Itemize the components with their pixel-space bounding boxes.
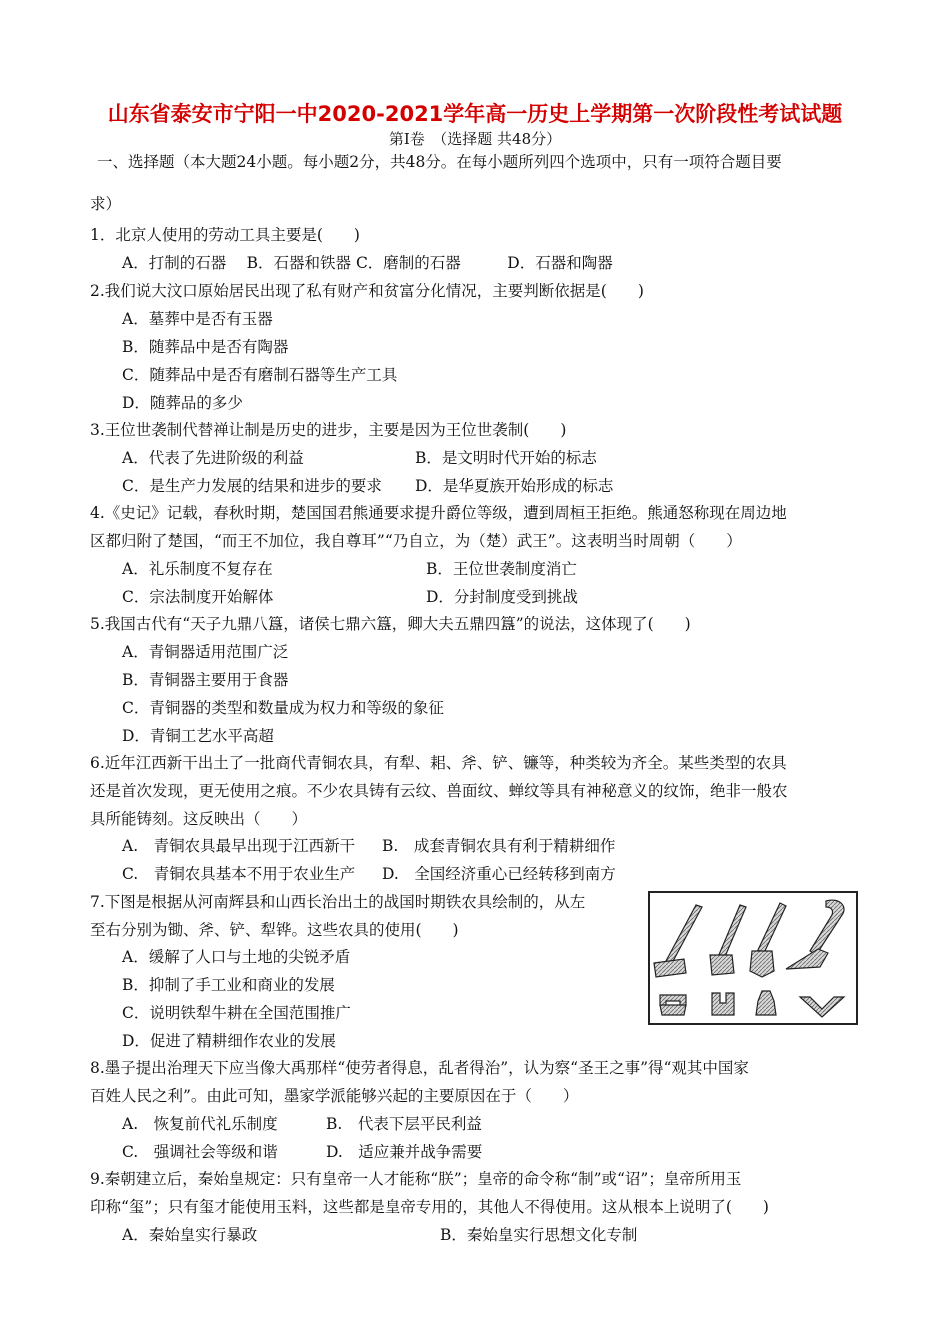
- shovel-blade-icon: [756, 991, 776, 1015]
- question-7-option-c: C．说明铁犁牛耕在全国范围推广: [122, 1004, 351, 1022]
- question-4-stem-cont: 区都归附了楚国，“而王不加位，我自尊耳”“乃自立，为（楚）武王”。这表明当时周朝（ ）: [90, 532, 742, 550]
- question-1-options: A．打制的石器 B．石器和铁器 C．磨制的石器 D．石器和陶器: [122, 254, 613, 272]
- question-2-stem: 2.我们说大汶口原始居民出现了私有财产和贫富分化情况，主要判断依据是( ): [90, 282, 644, 300]
- question-8-stem-cont: 百姓人民之利”。由此可知，墨家学派能够兴起的主要原因在于（ ）: [90, 1087, 579, 1105]
- axe-icon: [710, 905, 746, 975]
- hoe-icon: [654, 905, 702, 977]
- question-2-option-c: C．随葬品中是否有磨制石器等生产工具: [122, 366, 398, 384]
- question-7-stem-cont: 至右分别为锄、斧、铲、犁铧。这些农具的使用( ): [90, 921, 459, 939]
- question-3-option-a: A．代表了先进阶级的利益: [122, 449, 304, 467]
- question-6-option-a: A. 青铜农具最早出现于江西新干: [122, 837, 356, 855]
- question-8-option-d: D. 适应兼并战争需要: [326, 1143, 483, 1161]
- page-title: 山东省泰安市宁阳一中2020-2021学年高一历史上学期第一次阶段性考试试题: [107, 102, 843, 126]
- question-3-option-c: C．是生产力发展的结果和进步的要求: [122, 477, 382, 495]
- question-2-option-b: B．随葬品中是否有陶器: [122, 338, 289, 356]
- ploughshare-blade-icon: [800, 997, 844, 1017]
- shovel-icon: [750, 903, 786, 977]
- hoe-blade-icon: [660, 995, 686, 1015]
- question-6-stem-cont-1: 还是首次发现，更无使用之痕。不少农具铸有云纹、兽面纹、蝉纹等具有神秘意义的纹饰，绝非一般农: [90, 782, 788, 800]
- question-7-stem: 7.下图是根据从河南辉县和山西长治出土的战国时期铁农具绘制的，从左: [90, 893, 586, 911]
- section-subtitle: 第Ⅰ卷 （选择题 共48分）: [388, 130, 562, 148]
- ploughshare-icon: [786, 900, 844, 969]
- question-2-option-d: D．随葬品的多少: [122, 394, 243, 412]
- question-5-option-d: D．青铜工艺水平高超: [122, 727, 274, 745]
- question-6-option-d: D. 全国经济重心已经转移到南方: [382, 865, 616, 883]
- iron-tools-illustration: [650, 893, 856, 1023]
- question-4-option-d: D．分封制度受到挑战: [426, 588, 578, 606]
- question-3-option-d: D．是华夏族开始形成的标志: [415, 477, 614, 495]
- question-7-option-a: A．缓解了人口与土地的尖锐矛盾: [122, 948, 351, 966]
- question-9-stem: 9.秦朝建立后，秦始皇规定：只有皇帝一人才能称“朕”；皇帝的命令称“制”或“诏”；皇帝所用玉: [90, 1170, 742, 1188]
- question-9-option-b: B．秦始皇实行思想文化专制: [440, 1226, 638, 1244]
- question-2-option-a: A．墓葬中是否有玉器: [122, 310, 273, 328]
- question-6-stem: 6.近年江西新干出土了一批商代青铜农具，有犁、耜、斧、铲、镰等，种类较为齐全。某些类型的农具: [90, 754, 787, 772]
- section-instructions-cont: 求）: [90, 195, 122, 213]
- question-5-option-c: C．青铜器的类型和数量成为权力和等级的象征: [122, 699, 444, 717]
- question-5-option-a: A．青铜器适用范围广泛: [122, 643, 289, 661]
- iron-tools-figure: [648, 891, 858, 1025]
- question-4-option-b: B．王位世袭制度消亡: [426, 560, 577, 578]
- question-1-stem: 1．北京人使用的劳动工具主要是( ): [90, 226, 360, 244]
- question-6-stem-cont-2: 具所能铸刻。这反映出（ ）: [90, 810, 308, 828]
- question-8-option-c: C. 强调社会等级和谐: [122, 1143, 278, 1161]
- question-8-option-a: A. 恢复前代礼乐制度: [122, 1115, 278, 1133]
- question-3-option-b: B．是文明时代开始的标志: [415, 449, 597, 467]
- question-7-option-d: D．促进了精耕细作农业的发展: [122, 1032, 336, 1050]
- axe-blade-icon: [712, 993, 734, 1015]
- question-9-option-a: A．秦始皇实行暴政: [122, 1226, 258, 1244]
- question-7-option-b: B．抑制了手工业和商业的发展: [122, 976, 335, 994]
- question-8-option-b: B. 代表下层平民利益: [326, 1115, 482, 1133]
- question-4-stem: 4.《史记》记载，春秋时期，楚国国君熊通要求提升爵位等级，遭到周桓王拒绝。熊通怒称现在周边地: [90, 504, 787, 522]
- question-6-option-c: C. 青铜农具基本不用于农业生产: [122, 865, 356, 883]
- question-9-stem-cont: 印称“玺”；只有玺才能使用玉料，这些都是皇帝专用的，其他人不得使用。这从根本上说明了( ): [90, 1198, 769, 1216]
- question-6-option-b: B. 成套青铜农具有利于精耕细作: [382, 837, 616, 855]
- question-3-stem: 3.王位世袭制代替禅让制是历史的进步，主要是因为王位世袭制( ): [90, 421, 567, 439]
- question-4-option-a: A．礼乐制度不复存在: [122, 560, 273, 578]
- question-5-stem: 5.我国古代有“天子九鼎八簋，诸侯七鼎六簋，卿大夫五鼎四簋”的说法，这体现了( ): [90, 615, 691, 633]
- question-4-option-c: C．宗法制度开始解体: [122, 588, 274, 606]
- question-5-option-b: B．青铜器主要用于食器: [122, 671, 289, 689]
- section-instructions: 一、选择题（本大题24小题。每小题2分，共48分。在每小题所列四个选项中，只有一项符合题目要: [97, 153, 782, 171]
- question-8-stem: 8.墨子提出治理天下应当像大禹那样“使劳者得息，乱者得治”，认为察“圣王之事”得“观其中国家: [90, 1059, 749, 1077]
